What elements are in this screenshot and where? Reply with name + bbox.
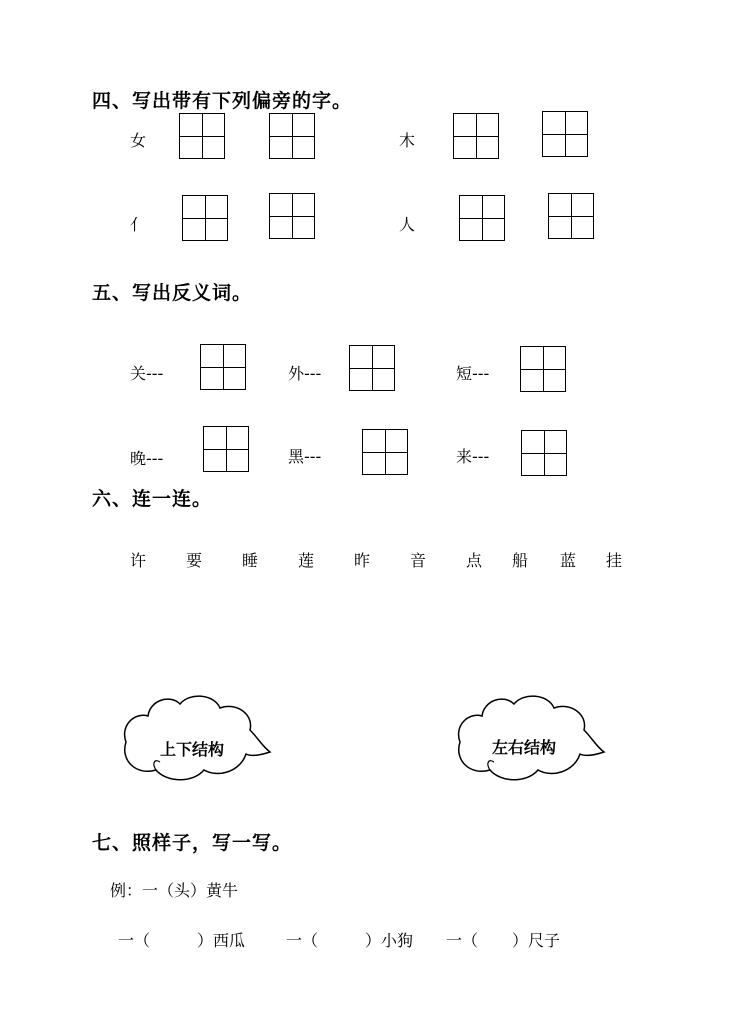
match-char[interactable]: 莲 bbox=[298, 551, 315, 570]
section-5-title: 五、写出反义词。 bbox=[92, 282, 253, 304]
antonym-prompt: 外--- bbox=[288, 364, 322, 383]
writing-box[interactable] bbox=[542, 111, 588, 157]
writing-box[interactable] bbox=[520, 346, 566, 392]
radical-nv: 女 bbox=[130, 131, 147, 150]
blank-prefix: 一（ bbox=[286, 931, 319, 950]
blank-suffix: ）西瓜 bbox=[197, 931, 246, 950]
writing-box[interactable] bbox=[548, 193, 594, 239]
section-4-title: 四、写出带有下列偏旁的字。 bbox=[92, 90, 353, 112]
match-char[interactable]: 睡 bbox=[242, 551, 259, 570]
antonym-prompt: 来--- bbox=[456, 447, 490, 466]
match-char[interactable]: 蓝 bbox=[560, 551, 577, 570]
blank-prefix: 一（ bbox=[118, 931, 151, 950]
blank-suffix: ）小狗 bbox=[365, 931, 414, 950]
blank-suffix: ）尺子 bbox=[512, 931, 561, 950]
writing-box[interactable] bbox=[453, 113, 499, 159]
match-char[interactable]: 点 bbox=[466, 551, 483, 570]
writing-box[interactable] bbox=[459, 195, 505, 241]
blank-prefix: 一（ bbox=[446, 931, 479, 950]
writing-box[interactable] bbox=[203, 426, 249, 472]
antonym-prompt: 关--- bbox=[130, 364, 164, 383]
writing-box[interactable] bbox=[269, 193, 315, 239]
writing-box[interactable] bbox=[200, 344, 246, 390]
antonym-prompt: 短--- bbox=[456, 364, 490, 383]
match-char[interactable]: 音 bbox=[410, 551, 427, 570]
cloud-label-top-bottom[interactable]: 上下结构 bbox=[160, 740, 225, 759]
radical-ren: 人 bbox=[399, 215, 416, 234]
antonym-prompt: 黑--- bbox=[288, 447, 322, 466]
writing-box[interactable] bbox=[269, 113, 315, 159]
radical-mu: 木 bbox=[399, 131, 416, 150]
writing-box[interactable] bbox=[362, 429, 408, 475]
match-char[interactable]: 船 bbox=[512, 551, 529, 570]
writing-box[interactable] bbox=[521, 430, 567, 476]
writing-box[interactable] bbox=[182, 195, 228, 241]
match-char[interactable]: 许 bbox=[130, 551, 147, 570]
writing-box[interactable] bbox=[179, 113, 225, 159]
match-char[interactable]: 挂 bbox=[606, 551, 623, 570]
example-line: 例：一（头）黄牛 bbox=[110, 881, 239, 900]
section-7-title: 七、照样子，写一写。 bbox=[92, 832, 293, 854]
match-char[interactable]: 昨 bbox=[354, 551, 371, 570]
radical-danren: 亻 bbox=[130, 215, 147, 234]
cloud-label-left-right[interactable]: 左右结构 bbox=[492, 738, 557, 757]
writing-box[interactable] bbox=[349, 345, 395, 391]
antonym-prompt: 晚--- bbox=[130, 449, 164, 468]
match-char[interactable]: 要 bbox=[186, 551, 203, 570]
section-6-title: 六、连一连。 bbox=[92, 488, 213, 510]
